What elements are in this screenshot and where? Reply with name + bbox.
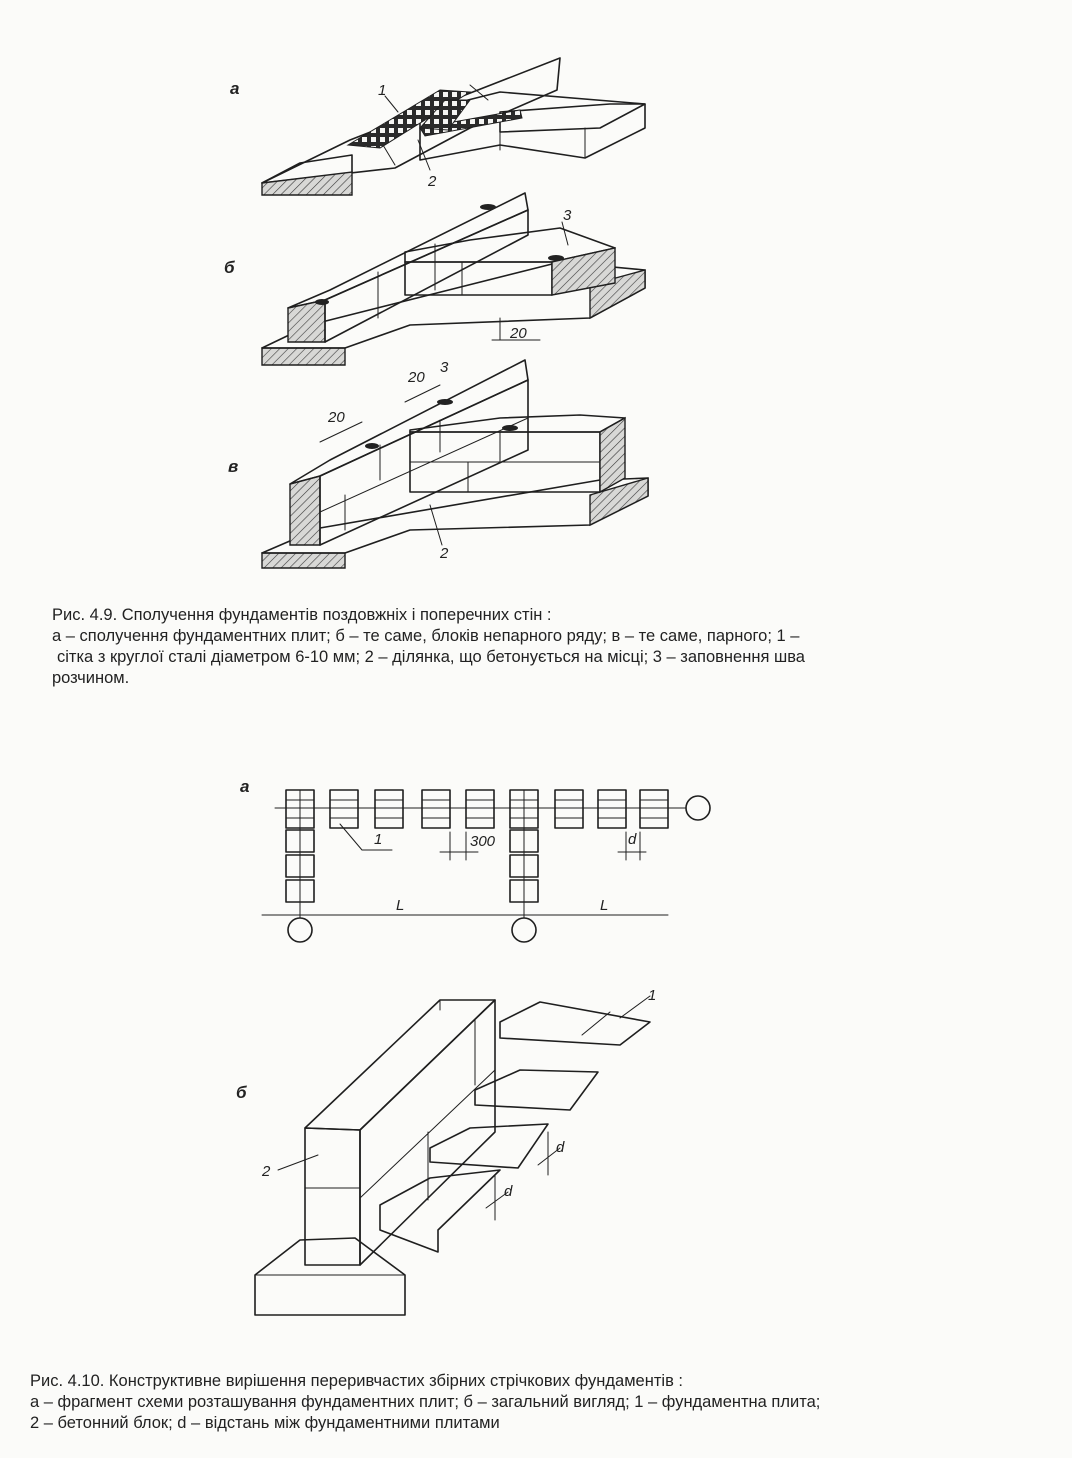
fig2-label-a: а: [240, 777, 250, 796]
fig2b-callout-1: 1: [648, 987, 657, 1004]
fig1v-callout-2: 2: [440, 545, 449, 562]
figure-4-9-caption: [52, 605, 1037, 689]
fig1-caption-line1: а – сполучення фундаментних плит; б – те саме, блоків непарного ряду; в – те саме, парного; 1 –: [52, 627, 800, 645]
fig2a-axis-marker-right: [686, 796, 710, 820]
fig2b-dim-d-right: d: [556, 1139, 565, 1156]
fig1-label-v: в: [228, 457, 239, 476]
fig1b-dim-20: 20: [510, 325, 527, 342]
fig1v-dim-20-left: 20: [328, 409, 345, 426]
fig2b-callout-2: 2: [262, 1163, 271, 1180]
fig2a-plan: [262, 790, 710, 942]
figure-4-9-drawing: [0, 0, 1072, 600]
fig1v-callout-3: 3: [440, 359, 449, 376]
figure-4-10-drawing: [0, 760, 1072, 1360]
figure-4-10-caption: [30, 1371, 1040, 1434]
figure-4-10-svg: [0, 760, 1072, 1360]
fig2a-span-L-left: L: [396, 897, 405, 914]
fig2a-span-L-right: L: [600, 897, 609, 914]
fig2-label-b: б: [236, 1083, 247, 1102]
figure-4-9-svg: [0, 0, 1072, 600]
fig2a-spacing-300: 300: [470, 833, 496, 850]
fig1v-dim-20-top: 20: [408, 369, 425, 386]
fig2a-spacing-d: d: [628, 831, 637, 848]
fig1b-blocks: [262, 193, 645, 365]
fig2-caption-line2: 2 – бетонний блок; d – відстань між фундаментними плитами: [30, 1414, 500, 1432]
fig2a-axis-marker-left: [288, 918, 312, 942]
fig2a-axis-marker-mid: [512, 918, 536, 942]
fig2a-callout-1: 1: [374, 831, 383, 848]
fig2b-general-view: [255, 987, 656, 1315]
fig1b-callout-3: 3: [563, 207, 572, 224]
fig1a-plates: [262, 58, 645, 195]
fig1a-callout-1: 1: [378, 82, 387, 99]
fig1a-callout-2: 2: [428, 173, 437, 190]
fig1-caption-line3: розчином.: [52, 669, 130, 687]
fig2b-dim-d-left: d: [504, 1183, 513, 1200]
fig1v-blocks: [262, 359, 648, 568]
fig2-caption-title: Рис. 4.10. Конструктивне вирішення переривчастих збірних стрічкових фундаментів :: [30, 1372, 684, 1390]
fig1-label-a: а: [230, 79, 240, 98]
fig2-caption-line1: а – фрагмент схеми розташування фундаментних плит; б – загальний вигляд; 1 – фундаментна плита;: [30, 1393, 821, 1411]
fig1-caption-line2: сітка з круглої сталі діаметром 6-10 мм; 2 – ділянка, що бетонується на місці; 3 – заповнення шва: [57, 648, 805, 666]
fig1-caption-title: Рис. 4.9. Сполучення фундаментів поздовжніх і поперечних стін :: [52, 606, 552, 624]
fig1-label-b: б: [224, 258, 235, 277]
